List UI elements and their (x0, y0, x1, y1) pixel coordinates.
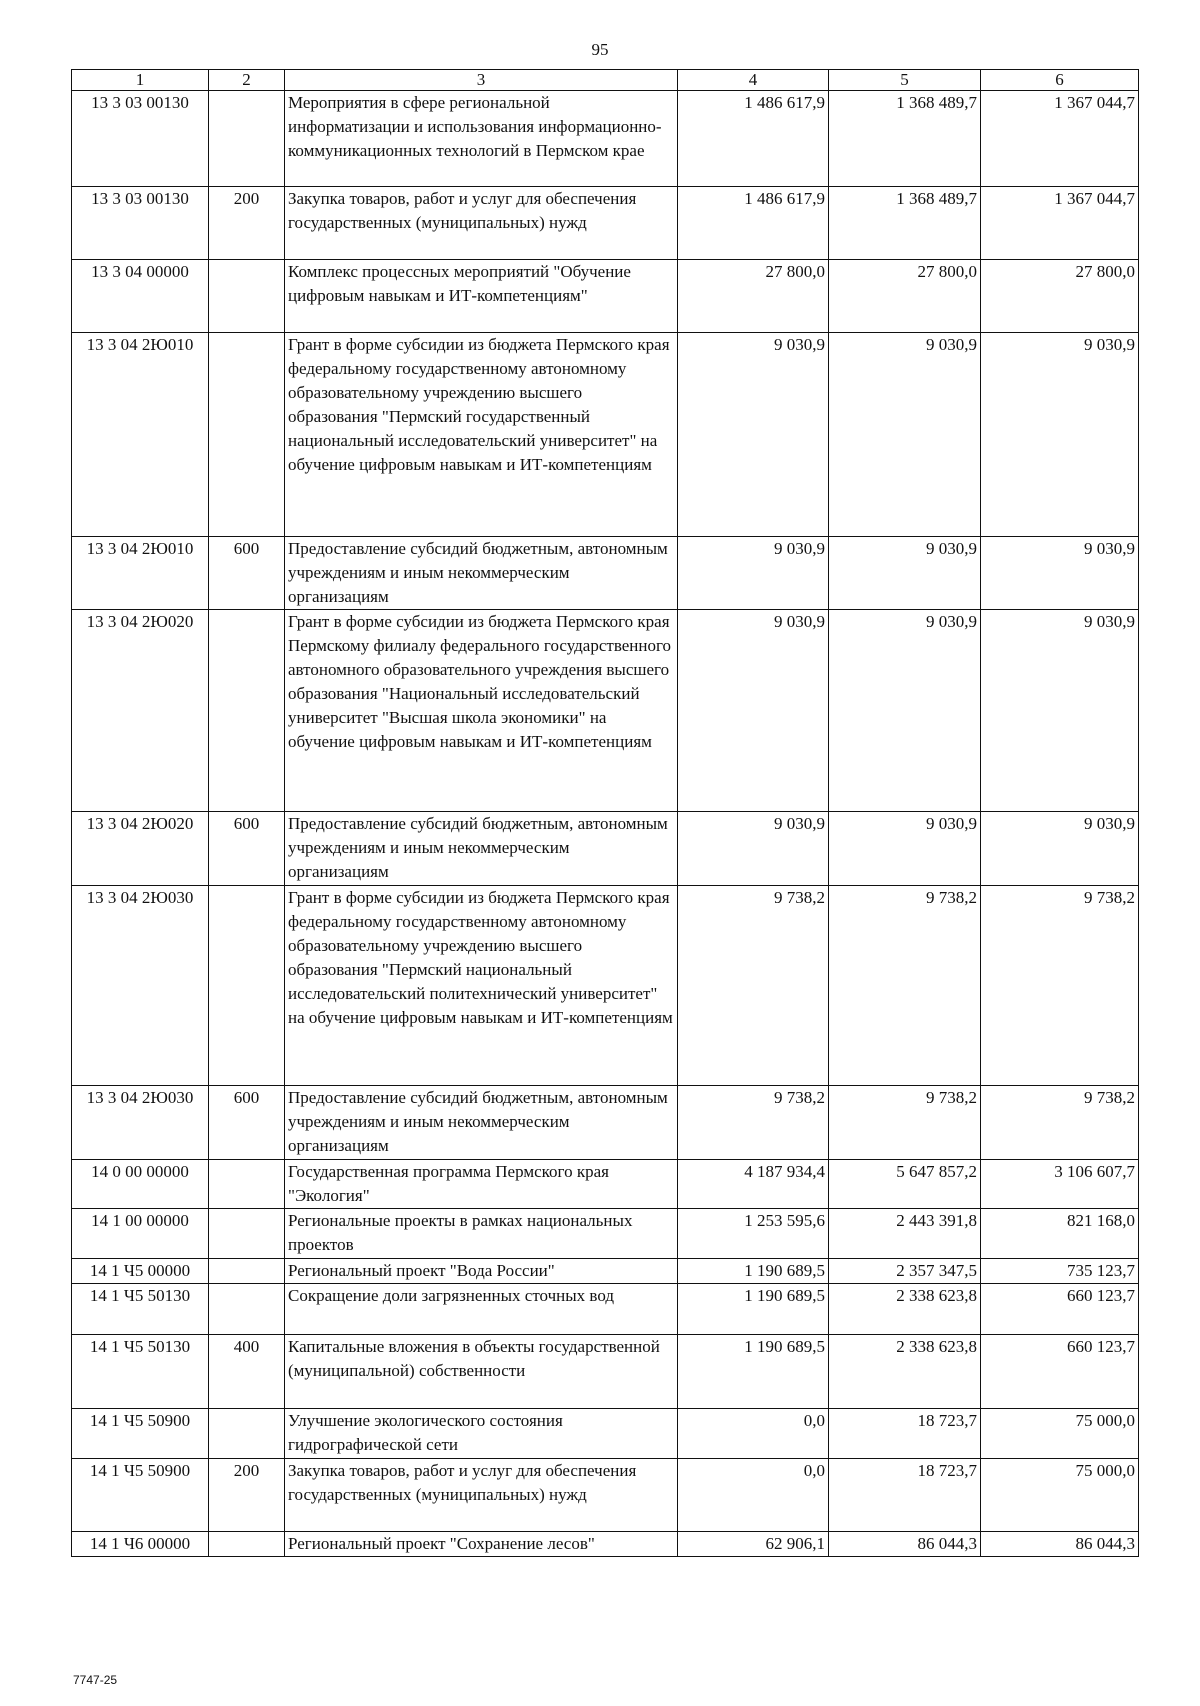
amount-col6: 9 030,9 (981, 812, 1139, 886)
table-row (72, 537, 1139, 610)
item-name: Грант в форме субсидии из бюджета Пермского края Пермскому филиалу федерального государственного автономного образовательного учреждения высшего образования "Национальный исследовательский университет "Высшая школа экономики" на обучение цифровым навыкам и ИТ-компетенциям (285, 610, 678, 812)
column-header: 2 (209, 70, 285, 91)
expense-type (209, 91, 285, 187)
expense-type (209, 610, 285, 812)
expense-type (209, 1409, 285, 1459)
amount-col5: 18 723,7 (829, 1459, 981, 1532)
amount-col4: 1 486 617,9 (678, 187, 829, 260)
amount-col4: 1 190 689,5 (678, 1284, 829, 1335)
amount-col6: 86 044,3 (981, 1532, 1139, 1557)
amount-col5: 86 044,3 (829, 1532, 981, 1557)
amount-col5: 9 030,9 (829, 333, 981, 537)
amount-col5: 9 030,9 (829, 812, 981, 886)
amount-col6: 9 738,2 (981, 1086, 1139, 1160)
expense-type (209, 1209, 285, 1259)
amount-col4: 27 800,0 (678, 260, 829, 333)
table-row (72, 333, 1139, 537)
amount-col6: 9 030,9 (981, 610, 1139, 812)
amount-col4: 9 030,9 (678, 812, 829, 886)
item-name: Предоставление субсидий бюджетным, автономным учреждениям и иным некоммерческим организациям (285, 812, 678, 886)
expense-type: 200 (209, 1459, 285, 1532)
table-row (72, 1284, 1139, 1335)
expense-type (209, 1284, 285, 1335)
amount-col4: 0,0 (678, 1409, 829, 1459)
expense-type: 400 (209, 1335, 285, 1409)
amount-col4: 0,0 (678, 1459, 829, 1532)
classification-code: 13 3 04 2Ю010 (72, 537, 209, 610)
item-name: Предоставление субсидий бюджетным, автономным учреждениям и иным некоммерческим организациям (285, 537, 678, 610)
amount-col5: 2 443 391,8 (829, 1209, 981, 1259)
amount-col5: 9 738,2 (829, 886, 981, 1086)
classification-code: 14 1 Ч5 00000 (72, 1259, 209, 1284)
amount-col6: 1 367 044,7 (981, 91, 1139, 187)
amount-col4: 9 030,9 (678, 537, 829, 610)
classification-code: 13 3 04 2Ю030 (72, 886, 209, 1086)
table-row (72, 91, 1139, 187)
item-name: Закупка товаров, работ и услуг для обеспечения государственных (муниципальных) нужд (285, 187, 678, 260)
amount-col4: 9 738,2 (678, 886, 829, 1086)
expense-type: 600 (209, 537, 285, 610)
classification-code: 13 3 04 2Ю010 (72, 333, 209, 537)
table-row (72, 610, 1139, 812)
classification-code: 13 3 04 00000 (72, 260, 209, 333)
expense-type (209, 1532, 285, 1557)
page-number: 95 (591, 40, 609, 59)
table-row (72, 886, 1139, 1086)
classification-code: 13 3 04 2Ю020 (72, 610, 209, 812)
amount-col5: 9 738,2 (829, 1086, 981, 1160)
table-row (72, 187, 1139, 260)
expense-type: 600 (209, 812, 285, 886)
classification-code: 14 1 Ч5 50130 (72, 1335, 209, 1409)
table-row (72, 1086, 1139, 1160)
column-header: 4 (678, 70, 829, 91)
amount-col6: 75 000,0 (981, 1459, 1139, 1532)
item-name: Грант в форме субсидии из бюджета Пермского края федеральному государственному автономному образовательному учреждению высшего образования "Пермский национальный исследовательский политехнический университет" на обучение цифровым навыкам и ИТ-компетенциям (285, 886, 678, 1086)
classification-code: 13 3 03 00130 (72, 187, 209, 260)
expense-type (209, 260, 285, 333)
expense-type (209, 1259, 285, 1284)
amount-col6: 821 168,0 (981, 1209, 1139, 1259)
classification-code: 13 3 04 2Ю020 (72, 812, 209, 886)
amount-col6: 660 123,7 (981, 1284, 1139, 1335)
amount-col5: 9 030,9 (829, 610, 981, 812)
item-name: Государственная программа Пермского края "Экология" (285, 1160, 678, 1209)
expense-type: 200 (209, 187, 285, 260)
budget-table (71, 69, 1139, 1557)
amount-col6: 75 000,0 (981, 1409, 1139, 1459)
item-name: Мероприятия в сфере региональной информатизации и использования информационно-коммуникационных технологий в Пермском крае (285, 91, 678, 187)
column-header: 1 (72, 70, 209, 91)
table-row (72, 1209, 1139, 1259)
amount-col6: 3 106 607,7 (981, 1160, 1139, 1209)
table-row (72, 1259, 1139, 1284)
item-name: Улучшение экологического состояния гидрографической сети (285, 1409, 678, 1459)
item-name: Региональные проекты в рамках национальных проектов (285, 1209, 678, 1259)
amount-col4: 1 486 617,9 (678, 91, 829, 187)
amount-col4: 9 030,9 (678, 333, 829, 537)
item-name: Предоставление субсидий бюджетным, автономным учреждениям и иным некоммерческим организациям (285, 1086, 678, 1160)
table-row (72, 1532, 1139, 1557)
amount-col6: 27 800,0 (981, 260, 1139, 333)
classification-code: 14 1 Ч5 50900 (72, 1409, 209, 1459)
expense-type (209, 333, 285, 537)
column-number-row (72, 70, 1139, 91)
amount-col4: 9 738,2 (678, 1086, 829, 1160)
classification-code: 14 1 Ч5 50900 (72, 1459, 209, 1532)
column-header: 6 (981, 70, 1139, 91)
amount-col5: 1 368 489,7 (829, 187, 981, 260)
table-row (72, 1160, 1139, 1209)
amount-col6: 1 367 044,7 (981, 187, 1139, 260)
amount-col4: 62 906,1 (678, 1532, 829, 1557)
amount-col6: 9 030,9 (981, 333, 1139, 537)
amount-col5: 1 368 489,7 (829, 91, 981, 187)
amount-col4: 1 190 689,5 (678, 1335, 829, 1409)
expense-type (209, 886, 285, 1086)
item-name: Капитальные вложения в объекты государственной (муниципальной) собственности (285, 1335, 678, 1409)
amount-col6: 660 123,7 (981, 1335, 1139, 1409)
amount-col6: 735 123,7 (981, 1259, 1139, 1284)
item-name: Региональный проект "Сохранение лесов" (285, 1532, 678, 1557)
amount-col5: 5 647 857,2 (829, 1160, 981, 1209)
table-row (72, 812, 1139, 886)
amount-col6: 9 738,2 (981, 886, 1139, 1086)
table-body (72, 91, 1139, 1557)
item-name: Закупка товаров, работ и услуг для обеспечения государственных (муниципальных) нужд (285, 1459, 678, 1532)
table-row (72, 1459, 1139, 1532)
classification-code: 14 1 00 00000 (72, 1209, 209, 1259)
amount-col4: 1 190 689,5 (678, 1259, 829, 1284)
item-name: Грант в форме субсидии из бюджета Пермского края федеральному государственному автономному образовательному учреждению высшего образования "Пермский государственный национальный исследовательский университет" на обучение цифровым навыкам и ИТ-компетенциям (285, 333, 678, 537)
item-name: Сокращение доли загрязненных сточных вод (285, 1284, 678, 1335)
table-row (72, 1335, 1139, 1409)
table-row (72, 260, 1139, 333)
amount-col4: 9 030,9 (678, 610, 829, 812)
item-name: Региональный проект "Вода России" (285, 1259, 678, 1284)
classification-code: 13 3 03 00130 (72, 91, 209, 187)
amount-col5: 27 800,0 (829, 260, 981, 333)
table-row (72, 1409, 1139, 1459)
amount-col5: 2 357 347,5 (829, 1259, 981, 1284)
amount-col5: 2 338 623,8 (829, 1284, 981, 1335)
classification-code: 14 1 Ч6 00000 (72, 1532, 209, 1557)
column-header: 5 (829, 70, 981, 91)
amount-col5: 9 030,9 (829, 537, 981, 610)
document-id: 7747-25 (73, 1673, 118, 1687)
column-header: 3 (285, 70, 678, 91)
classification-code: 14 1 Ч5 50130 (72, 1284, 209, 1335)
amount-col5: 2 338 623,8 (829, 1335, 981, 1409)
expense-type (209, 1160, 285, 1209)
amount-col6: 9 030,9 (981, 537, 1139, 610)
amount-col4: 4 187 934,4 (678, 1160, 829, 1209)
expense-type: 600 (209, 1086, 285, 1160)
classification-code: 14 0 00 00000 (72, 1160, 209, 1209)
classification-code: 13 3 04 2Ю030 (72, 1086, 209, 1160)
amount-col4: 1 253 595,6 (678, 1209, 829, 1259)
amount-col5: 18 723,7 (829, 1409, 981, 1459)
item-name: Комплекс процессных мероприятий "Обучение цифровым навыкам и ИТ-компетенциям" (285, 260, 678, 333)
